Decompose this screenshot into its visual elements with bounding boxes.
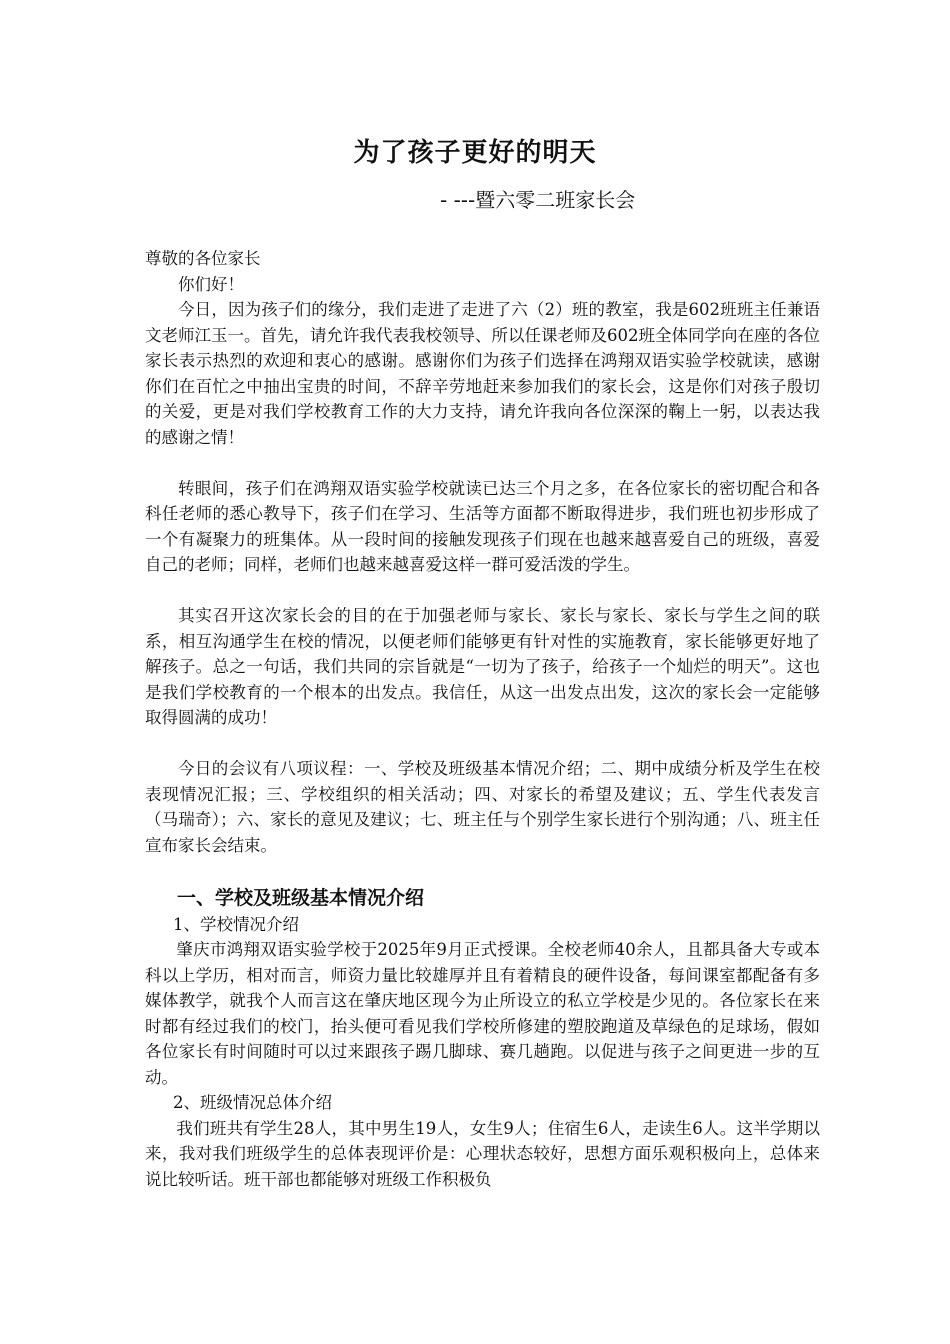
paragraph-agenda: 今日的会议有八项议程：一、学校及班级基本情况介绍；二、期中成绩分析及学生在校表现情况汇报；三、学校组织的相关活动；四、对家长的希望及建议；五、学生代表发言（马瑞奇）；六、家长的意见及建议；七、班主任与个别学生家长进行个别沟通；八、班主任宣布家长会结束。	[145, 759, 820, 855]
paragraph-purpose: 其实召开这次家长会的目的在于加强老师与家长、家长与家长、家长与学生之间的联系，相互沟通学生在校的情况，以便老师们能够更有针对性的实施教育，家长能够更好地了解孩子。总之一句话，我们共同的宗旨就是“一切为了孩子，给孩子一个灿烂的明天”。这也是我们学校教育的一个根本的出发点。我信任，从这一出发点出发，这次的家长会一定能够取得圆满的成功！	[145, 606, 820, 727]
paragraph-spacer	[145, 858, 820, 884]
section-heading: 一、学校及班级基本情况介绍	[177, 886, 425, 909]
paragraph-welcome: 今日，因为孩子们的缘分，我们走进了走进了六（2）班的教室，我是602班班主任兼语文老师江玉一。首先，请允许我代表我校领导、所以任课老师及602班全体同学向在座的各位家长表示热烈的欢迎和衷心的感谢。感谢你们为孩子们选择在鸿翔双语实验学校就读，感谢你们在百忙之中抽出宝贵的时间，不辞辛劳地赶来参加我们的家长会，这是你们对孩子殷切的关爱，更是对我们学校教育工作的大力支持，请允许我向各位深深的鞠上一躬，以表达我的感谢之情！	[145, 300, 820, 447]
document-body	[145, 246, 820, 1192]
document-title: 为了孩子更好的明天	[353, 138, 597, 168]
subsection-text-school: 肇庆市鸿翔双语实验学校于2025年9月正式授课。全校老师40余人，且都具备大专或本科以上学历，相对而言，师资力量比较雄厚并且有着精良的硬件设备，每间课室都配备有多媒体教学，就我个人而言这在肇庆地区现今为止所设立的私立学校是少见的。各位家长在来时都有经过我们的校门，抬头便可看见我们学校所修建的塑胶跑道及草绿色的足球场，假如各位家长有时间随时可以过来跟孩子踢几脚球、赛几趟跑。以促进与孩子之间更进一步的互动。	[145, 940, 820, 1087]
paragraph-spacer	[145, 731, 820, 757]
paragraph-spacer	[145, 578, 820, 604]
paragraph-spacer	[145, 450, 820, 476]
greeting: 你们好！	[178, 274, 244, 294]
salutation: 尊敬的各位家长	[145, 249, 261, 268]
subsection-title-class: 2、班级情况总体介绍	[173, 1093, 332, 1112]
paragraph-progress: 转眼间，孩子们在鸿翔双语实验学校就读已达三个月之多，在各位家长的密切配合和各科任老师的悉心教导下，孩子们在学习、生活等方面都不断取得进步，我们班也初步形成了一个有凝聚力的班集体。从一段时间的接触发现孩子们现在也越来越喜爱自己的班级，喜爱自己的老师；同样，老师们也越来越喜爱这样一群可爱活泼的学生。	[145, 478, 820, 574]
subsection-text-class: 我们班共有学生28人，其中男生19人，女生9人；住宿生6人，走读生6人。这半学期以来，我对我们班级学生的总体表现评价是：心理状态较好，思想方面乐观积极向上，总体来说比较听话。班干部也都能够对班级工作积极负	[145, 1118, 820, 1189]
subsection-title-school: 1、学校情况介绍	[173, 914, 299, 934]
document-subtitle: - ---暨六零二班家长会	[440, 188, 636, 212]
